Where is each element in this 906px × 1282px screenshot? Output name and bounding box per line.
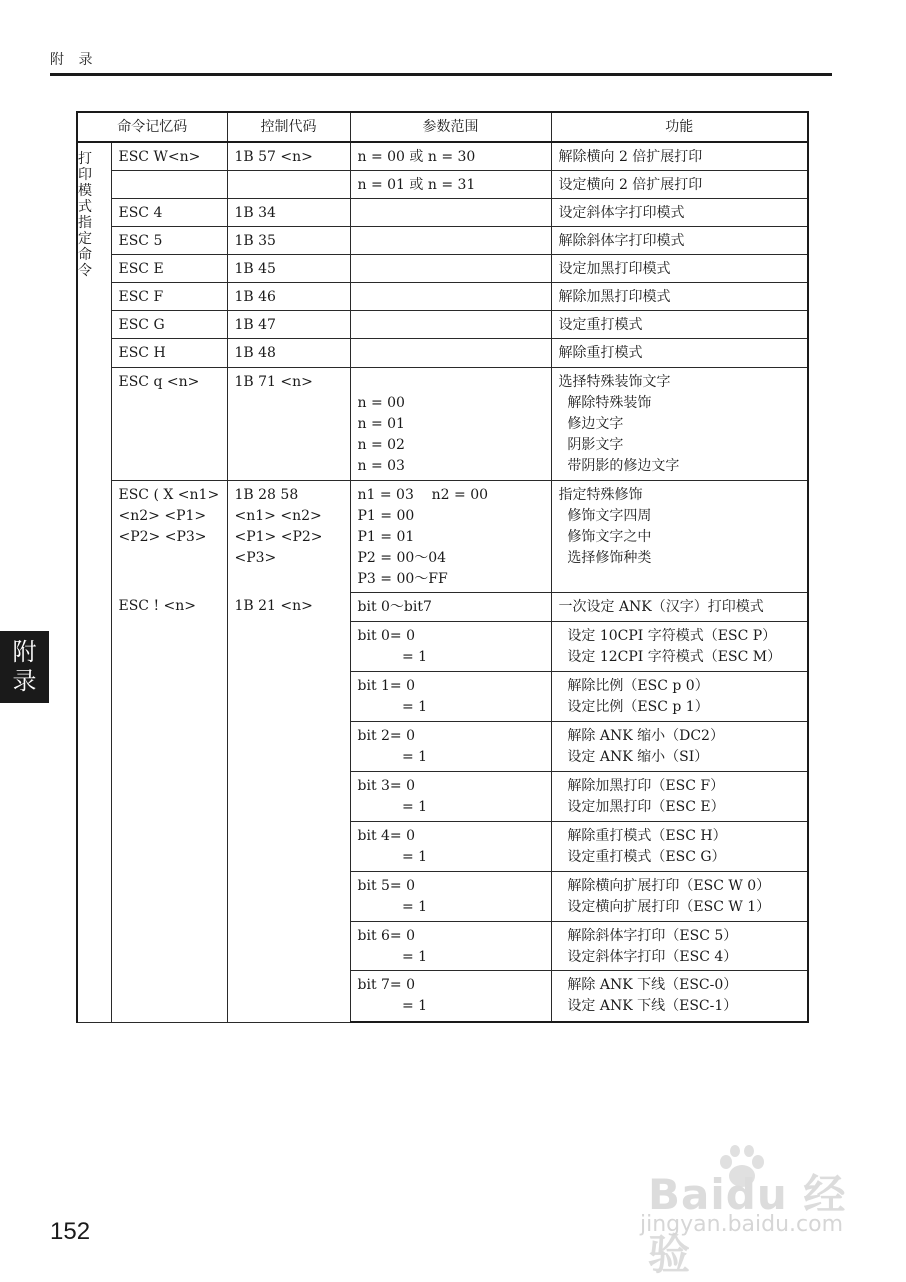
table-row [77,338,808,367]
function-cell-line: 解除 ANK 下线（ESC-0） [558,976,738,993]
watermark-brand: Baidu 经验 [648,1170,847,1279]
param-cell-line: bit 1= 0 [357,677,416,694]
code-cell-line: 1B 57 <n> [234,149,313,165]
function-cell-line: 设定 ANK 缩小（SI） [558,748,709,765]
function-cell [551,254,808,282]
mnemonic-cell [111,282,227,310]
code-cell [227,142,350,170]
code-cell [227,592,350,1022]
group-label-char: 打 [78,151,92,167]
param-cell [350,226,551,254]
function-cell [551,921,808,970]
table-row [77,282,808,310]
code-cell-line: 1B 21 <n> [234,598,313,614]
code-cell [227,282,350,310]
table-row [77,254,808,282]
code-cell-line: 1B 28 58 [234,486,299,503]
mnemonic-cell [111,480,227,592]
function-cell [551,621,808,671]
col-header-param: 参数范围 [350,112,551,142]
function-cell [551,170,808,198]
param-cell [350,142,551,170]
code-cell-line: 1B 45 [234,260,276,277]
code-cell [227,170,350,198]
param-cell-line: = 1 [357,748,428,765]
param-cell-line: bit 2= 0 [357,727,416,744]
function-cell [551,198,808,226]
code-cell-line: 1B 71 <n> [234,373,313,390]
param-cell-line [358,259,544,280]
function-cell-line: 设定加黑打印模式 [558,260,671,277]
function-cell-line: 解除特殊装饰 [558,394,652,411]
param-cell [350,671,551,721]
function-cell [551,970,808,1022]
function-cell [551,871,808,921]
param-cell-line: n = 01 [357,415,405,432]
code-cell [227,254,350,282]
function-cell-line: 设定重打模式 [558,316,643,333]
param-cell [350,771,551,821]
function-cell-line: 解除 ANK 缩小（DC2） [558,727,724,744]
function-cell-line: 解除比例（ESC p 0） [558,677,709,694]
function-cell [551,310,808,338]
code-cell [227,310,350,338]
param-cell-line: bit 0= 0 [357,627,416,644]
param-cell [350,338,551,367]
param-cell [350,721,551,771]
mnemonic-cell-line: <P2> <P3> [118,528,207,545]
param-cell-line: = 1 [357,698,428,715]
code-cell-line: <P1> <P2> [234,528,323,545]
code-cell [227,338,350,367]
table-row [77,592,808,621]
code-cell-line: <P3> [234,549,277,566]
function-cell-line: 设定横向扩展打印（ESC W 1） [558,898,771,915]
function-cell-line: 设定加黑打印（ESC E） [558,798,725,815]
col-header-function: 功能 [551,112,808,142]
group-label-char: 命 [78,247,92,263]
function-cell [551,226,808,254]
mnemonic-cell [111,226,227,254]
group-label [77,142,111,1022]
mnemonic-cell-line: ESC G [118,316,165,333]
function-cell-line: 阴影文字 [558,436,624,453]
param-cell [350,282,551,310]
param-cell-line [358,343,544,364]
param-cell-line: = 1 [357,948,428,965]
param-cell-line [358,231,544,252]
mnemonic-cell-line: ESC 5 [118,232,163,249]
param-cell [350,198,551,226]
function-cell-line: 修饰文字四周 [558,507,652,524]
mnemonic-cell-line: ESC ! <n> [118,598,197,614]
function-cell-line: 指定特殊修饰 [558,486,643,503]
param-cell [350,170,551,198]
function-cell-line: 解除斜体字打印（ESC 5） [558,927,738,944]
function-cell-line: 设定斜体字打印（ESC 4） [558,948,738,965]
param-cell-line: = 1 [357,898,428,915]
param-cell-line: P3 = 00～FF [357,570,448,587]
param-cell-line [358,203,544,224]
param-cell-line: = 1 [357,648,428,665]
code-cell [227,480,350,592]
param-cell-line [358,315,544,336]
param-cell-line: = 1 [357,997,428,1014]
function-cell [551,142,808,170]
code-cell-line: <n1> <n2> [234,507,322,524]
param-cell-line: n = 00 [357,394,405,411]
table-body [77,142,808,1022]
function-cell-line: 修边文字 [558,415,624,432]
param-cell-line: P2 = 00～04 [357,549,447,566]
code-cell-line: 1B 34 [234,204,276,221]
table-row [77,480,808,592]
code-cell-line: 1B 35 [234,232,276,249]
function-cell [551,671,808,721]
appendix-side-tab [0,631,49,703]
mnemonic-cell-line: ESC E [118,260,164,277]
mnemonic-cell-line: ESC W<n> [118,149,201,165]
param-cell-line: = 1 [357,798,428,815]
param-cell [350,367,551,480]
function-cell-line: 设定 10CPI 字符模式（ESC P） [558,627,777,644]
param-cell-line: = 1 [357,848,428,865]
function-cell [551,821,808,871]
table-row [77,310,808,338]
mnemonic-cell [111,142,227,170]
table-row [77,226,808,254]
param-cell [350,871,551,921]
function-cell-line: 解除横向扩展打印（ESC W 0） [558,877,771,894]
command-table [76,111,809,1023]
function-cell-line: 带阴影的修边文字 [558,457,680,474]
mnemonic-cell-line: ESC F [118,288,164,305]
function-cell-line: 设定斜体字打印模式 [558,204,685,221]
param-cell [350,621,551,671]
mnemonic-cell [111,170,227,198]
function-cell-line: 解除加黑打印（ESC F） [558,777,725,794]
code-cell-line: 1B 47 [234,316,276,333]
function-cell [551,771,808,821]
function-cell-line: 解除横向 2 倍扩展打印 [558,149,703,165]
param-cell-line: bit 5= 0 [357,877,416,894]
group-label-char: 指 [78,215,92,231]
group-label-char: 令 [78,263,92,279]
param-cell-line [358,287,544,308]
function-cell [551,592,808,621]
param-cell-line: bit 4= 0 [357,827,416,844]
mnemonic-cell [111,198,227,226]
param-cell-line: n = 01 或 n = 31 [357,176,476,193]
side-tab-char: 附 [12,638,37,666]
code-cell-line: 1B 48 [234,344,276,361]
param-cell-line: n1 = 03 n2 = 00 [357,486,489,503]
param-cell [350,310,551,338]
function-cell-line: 修饰文字之中 [558,528,652,545]
group-label-char: 印 [78,167,92,183]
code-cell-line: 1B 46 [234,288,276,305]
mnemonic-cell-line: ESC 4 [118,204,163,221]
function-cell-line: 设定比例（ESC p 1） [558,698,709,715]
table-row [77,170,808,198]
param-cell-line: bit 3= 0 [357,777,416,794]
function-cell-line: 一次设定 ANK（汉字）打印模式 [558,598,764,615]
mnemonic-cell-line [119,175,220,196]
param-cell-line: P1 = 00 [357,507,415,524]
code-cell [227,226,350,254]
col-header-mnemonic: 命令记忆码 [77,112,227,142]
page-number: 152 [50,1218,91,1245]
param-cell-line: n = 00 或 n = 30 [357,149,476,165]
function-cell-line: 解除加黑打印模式 [558,288,671,305]
function-cell-line: 选择特殊装饰文字 [558,373,671,390]
param-cell-line: bit 7= 0 [357,976,416,993]
function-cell-line: 选择修饰种类 [558,549,652,566]
mnemonic-cell-line: ESC q <n> [118,373,200,390]
function-cell-line: 解除重打模式 [558,344,643,361]
code-cell [227,367,350,480]
table-row [77,142,808,170]
mnemonic-cell [111,338,227,367]
function-cell-line: 设定横向 2 倍扩展打印 [558,176,703,193]
function-cell-line: 设定 12CPI 字符模式（ESC M） [558,648,782,665]
param-cell [350,970,551,1022]
mnemonic-cell-line: ESC ( X <n1> [118,486,220,503]
function-cell-line: 解除重打模式（ESC H） [558,827,727,844]
running-header: 附 录 [50,52,98,68]
param-cell-line: n = 03 [357,457,405,474]
param-cell [350,480,551,592]
table-row [77,198,808,226]
mnemonic-cell-line: <n2> <P1> [118,507,207,524]
function-cell [551,480,808,592]
col-header-code: 控制代码 [227,112,350,142]
group-label-char: 模 [78,183,92,199]
param-cell-line: n = 02 [357,436,405,453]
param-cell [350,592,551,621]
mnemonic-cell [111,310,227,338]
mnemonic-cell-line: ESC H [118,344,166,361]
code-cell-line [235,175,343,196]
param-cell [350,254,551,282]
param-cell-line: P1 = 01 [357,528,415,545]
watermark-url: jingyan.baidu.com [640,1212,844,1237]
function-cell-line: 设定 ANK 下线（ESC-1） [558,997,738,1014]
param-cell-line: bit 0～bit7 [357,598,432,615]
code-cell [227,198,350,226]
param-cell [350,921,551,970]
group-label-char: 定 [78,231,92,247]
function-cell [551,367,808,480]
function-cell-line: 解除斜体字打印模式 [558,232,685,249]
group-label-char: 式 [78,199,92,215]
table-header-row [77,112,808,142]
mnemonic-cell [111,367,227,480]
function-cell [551,282,808,310]
function-cell-line: 设定重打模式（ESC G） [558,848,726,865]
function-cell [551,721,808,771]
side-tab-char: 录 [12,667,37,695]
mnemonic-cell [111,254,227,282]
param-cell [350,821,551,871]
param-cell-line: bit 6= 0 [357,927,416,944]
watermark [640,1140,860,1279]
mnemonic-cell [111,592,227,1022]
param-cell-line [358,372,544,393]
function-cell [551,338,808,367]
header-rule [50,73,832,76]
table-row [77,367,808,480]
